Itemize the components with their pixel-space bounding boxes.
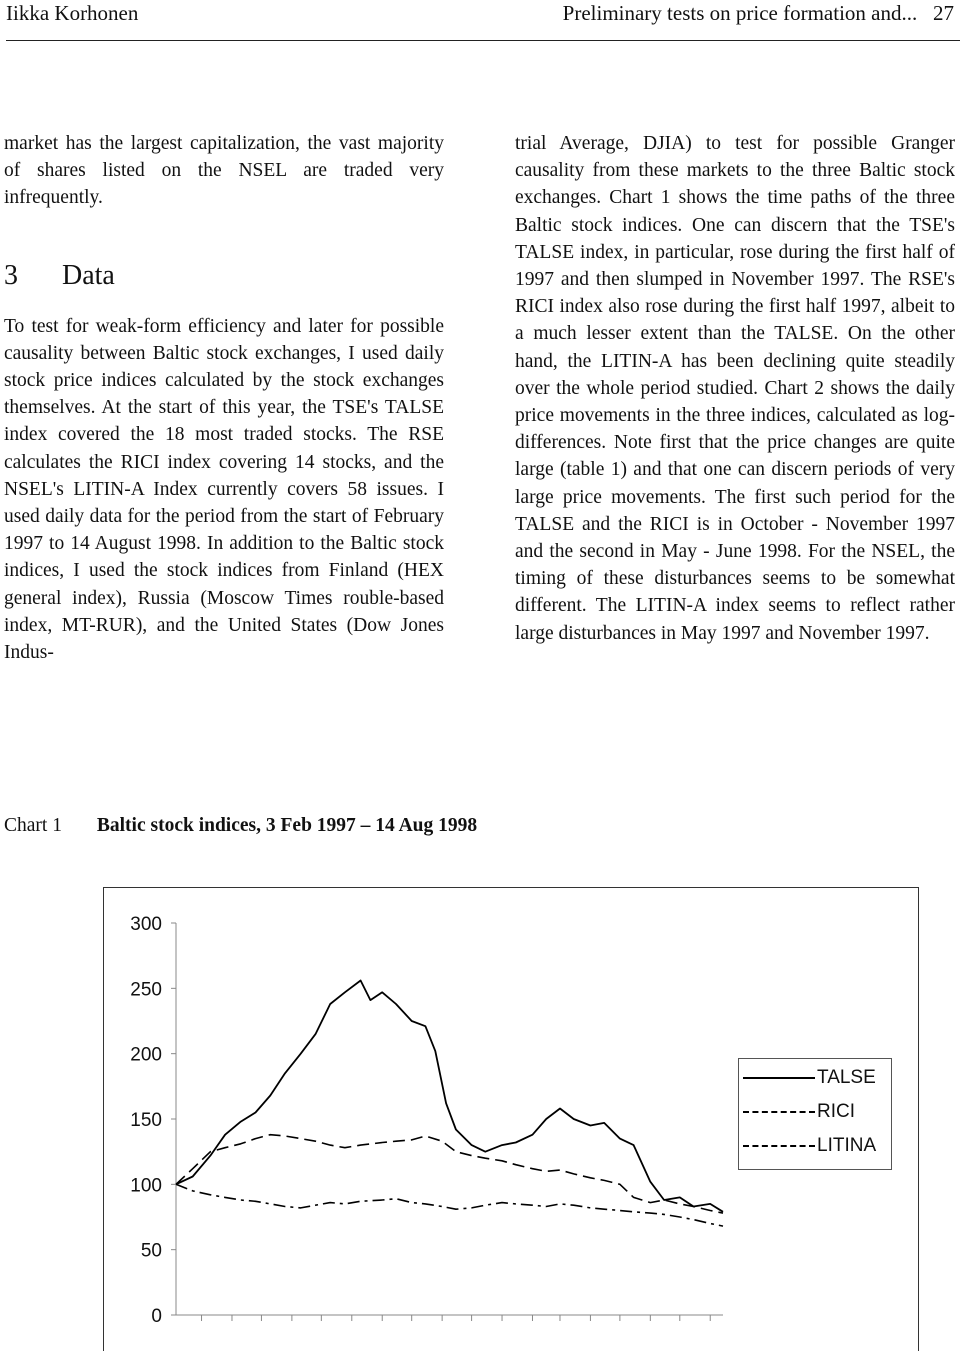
header-rule [6, 40, 960, 41]
y-tick-label: 150 [130, 1110, 162, 1131]
legend-label: RICI [817, 1101, 855, 1122]
legend-label: TALSE [817, 1067, 876, 1088]
right-column [515, 130, 955, 647]
legend-item-litina [743, 1131, 876, 1161]
section-number: 3 [4, 259, 18, 291]
chart-legend [738, 1058, 892, 1170]
chart-title: Baltic stock indices, 3 Feb 1997 – 14 Aug 1998 [96, 815, 478, 836]
legend-item-talse [743, 1063, 876, 1093]
header-author: Iikka Korhonen [6, 1, 139, 25]
running-header [6, 0, 954, 40]
body-paragraph: To test for weak-form efficiency and later for possible causality between Baltic stock exchanges, I used daily stock price indices calculated by the stock exchanges themselves. At the start of this year, the TSE's TALSE index covered the 18 most traded stocks. The RSE calculates the RICI index covering 14 stocks, and the NSEL's LITIN-A Index currently covers 58 issues. I used daily data for the period from the start of February 1997 to 14 August 1998. In addition to the Baltic stock indices, I used the stock indices from Finland (HEX general index), Russia (Moscow Times rouble-based index, MT-RUR), and the United States (Dow Jones Indus- [4, 315, 444, 664]
y-tick-label: 100 [130, 1175, 162, 1197]
y-tick-label: 0 [151, 1306, 162, 1327]
legend-item-rici [743, 1097, 855, 1127]
legend-swatch [743, 1077, 815, 1079]
y-tick-label: 50 [140, 1240, 162, 1262]
left-column [4, 130, 444, 666]
chart-label: Chart 1 [4, 815, 62, 836]
series-line-litina [176, 1184, 723, 1226]
legend-swatch [743, 1145, 815, 1147]
body-paragraph: trial Average, DJIA) to test for possible Granger causality from these markets to the three Baltic stock exchanges. Chart 1 shows the time paths of the three Baltic stock indices. One can discern that the TSE's TALSE index, in particular, rose during the first half of 1997 and then slumped in November 1997. The RSE's RICI index also rose during the first half 1997, albeit to a much lesser extent than the TALSE. On the other hand, the LITIN-A has been declining quite steadily over the whole period studied. Chart 2 shows the daily price movements in the three indices, calculated as log-differences. Note first that the price changes are quite large (table 1) and that one can discern periods of very large price movements. The first such period for the TALSE and the RICI is in October - November 1997 and the second in May - June 1998. For the NSEL, the timing of these disturbances seems to be somewhat different. The LITIN-A index seems to reflect rather large disturbances in May 1997 and November 1997. [515, 133, 955, 644]
legend-swatch [743, 1111, 815, 1113]
page-number: 27 [933, 1, 954, 25]
section-title: Data [62, 259, 115, 291]
section-heading [4, 259, 444, 293]
legend-label: LITINA [817, 1135, 877, 1156]
chart-caption [4, 812, 477, 840]
header-right [563, 0, 954, 26]
series-line-talse [176, 981, 723, 1212]
intro-paragraph: market has the largest capitalization, the vast majority of shares listed on the NSEL are traded very infrequently. [4, 133, 444, 209]
y-tick-label: 300 [130, 914, 162, 935]
running-title: Preliminary tests on price formation and... [562, 1, 918, 25]
y-tick-label: 200 [130, 1044, 162, 1066]
y-tick-label: 250 [130, 979, 162, 1001]
